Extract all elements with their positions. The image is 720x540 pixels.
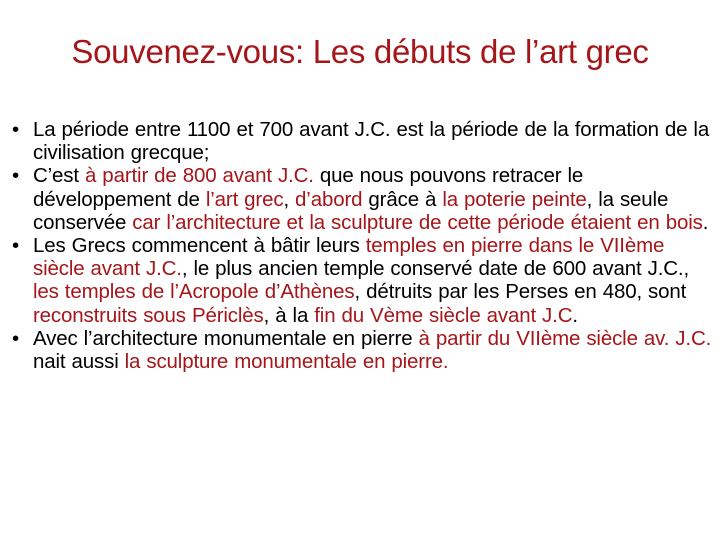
- bullet-marker: •: [12, 164, 20, 188]
- text-segment: ,: [283, 187, 296, 211]
- bullet-text: [33, 118, 709, 164]
- highlighted-text-segment: car l’architecture et la sculpture de cette période étaient en bois: [132, 210, 703, 234]
- highlighted-text-segment: temples en pierre dans le VIIème siècle avant J.C.: [33, 234, 665, 281]
- bullet-marker: •: [12, 234, 20, 258]
- bullet-text: [33, 164, 708, 233]
- bullet-marker: •: [12, 326, 20, 350]
- bullet-item: [12, 118, 712, 164]
- bullet-text: [33, 327, 711, 373]
- text-segment: nait aussi: [33, 350, 125, 374]
- highlighted-text-segment: reconstruits sous Périclès: [33, 303, 264, 327]
- highlighted-text-segment: la poterie peinte: [442, 187, 587, 211]
- bullet-list: [12, 118, 712, 373]
- bullet-item: [12, 234, 712, 327]
- slide-title: Souvenez-vous: Les débuts de l’art grec: [71, 33, 649, 70]
- text-segment: que nous pouvons retracer le développement de: [33, 164, 584, 211]
- highlighted-text-segment: fin du Vème siècle avant J.C: [314, 303, 573, 327]
- text-segment: , détruits par les Perses en 480, sont: [354, 280, 687, 304]
- highlighted-text-segment: les temples de l’Acropole d’Athènes: [33, 280, 355, 304]
- text-segment: .: [572, 303, 578, 327]
- highlighted-text-segment: à partir de 800 avant J.C.: [85, 164, 314, 188]
- text-segment: , à la: [263, 303, 315, 327]
- text-segment: Avec l’architecture monumentale en pierre: [33, 326, 419, 350]
- text-segment: .: [702, 210, 709, 234]
- bullet-marker: •: [12, 118, 20, 141]
- text-segment: La période entre 1100 et 700 avant J.C. est la période de la formation de la civilisation grecque;: [33, 118, 710, 165]
- text-segment: , le plus ancien temple conservé date de 600 avant J.C.,: [181, 257, 689, 281]
- highlighted-text-segment: à partir du VIIème siècle av. J.C.: [418, 326, 712, 350]
- highlighted-text-segment: d’abord: [295, 187, 363, 211]
- text-segment: C’est: [33, 164, 86, 188]
- highlighted-text-segment: l’art grec: [205, 187, 284, 211]
- text-segment: grâce à: [362, 187, 443, 211]
- highlighted-text-segment: la sculpture monumentale en pierre.: [124, 350, 449, 374]
- bullet-item: [12, 327, 712, 373]
- bullet-text: [33, 234, 689, 327]
- text-segment: , la seule conservée: [33, 187, 669, 234]
- bullet-item: [12, 164, 712, 234]
- text-segment: Les Grecs commencent à bâtir leurs: [33, 234, 366, 258]
